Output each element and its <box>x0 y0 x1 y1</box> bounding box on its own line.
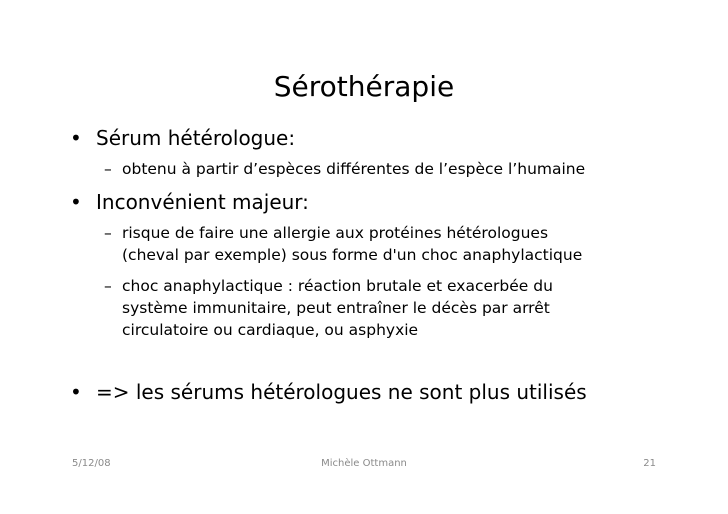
sub-bullet-line <box>104 158 585 180</box>
bullet-text: Sérum hétérologue: <box>96 126 296 150</box>
sub-bullet-text: risque de faire une allergie aux protéines hétérologues <box>122 224 549 242</box>
footer-page-number: 21 <box>643 458 656 469</box>
bullet-item <box>70 380 587 404</box>
bullet-marker: • <box>70 380 82 404</box>
sub-bullet-line: (cheval par exemple) sous forme d'un choc anaphylactique <box>122 246 583 264</box>
sub-bullet-item <box>104 275 553 341</box>
dash-marker: – <box>104 224 112 242</box>
sub-bullet-line: circulatoire ou cardiaque, ou asphyxie <box>122 321 419 339</box>
sub-bullet-line <box>104 275 553 297</box>
sub-bullet-line <box>104 222 582 244</box>
bullet-marker: • <box>70 126 82 150</box>
sub-bullet-line: système immunitaire, peut entraîner le décès par arrêt <box>122 299 550 317</box>
dash-marker: – <box>104 277 112 295</box>
footer-author: Michèle Ottmann <box>321 458 407 469</box>
bullet-item <box>70 190 309 214</box>
sub-bullet-text: obtenu à partir d’espèces différentes de l’espèce l’humaine <box>122 160 586 178</box>
bullet-item <box>70 126 295 150</box>
bullet-text: Inconvénient majeur: <box>96 190 309 214</box>
sub-bullet-text: choc anaphylactique : réaction brutale et exacerbée du <box>122 277 553 295</box>
footer-date: 5/12/08 <box>72 458 111 469</box>
slide-title: Sérothérapie <box>273 70 455 103</box>
bullet-text: => les sérums hétérologues ne sont plus utilisés <box>96 380 587 404</box>
bullet-marker: • <box>70 190 82 214</box>
dash-marker: – <box>104 160 112 178</box>
sub-bullet-item <box>104 222 582 266</box>
sub-bullet-item <box>104 158 585 180</box>
